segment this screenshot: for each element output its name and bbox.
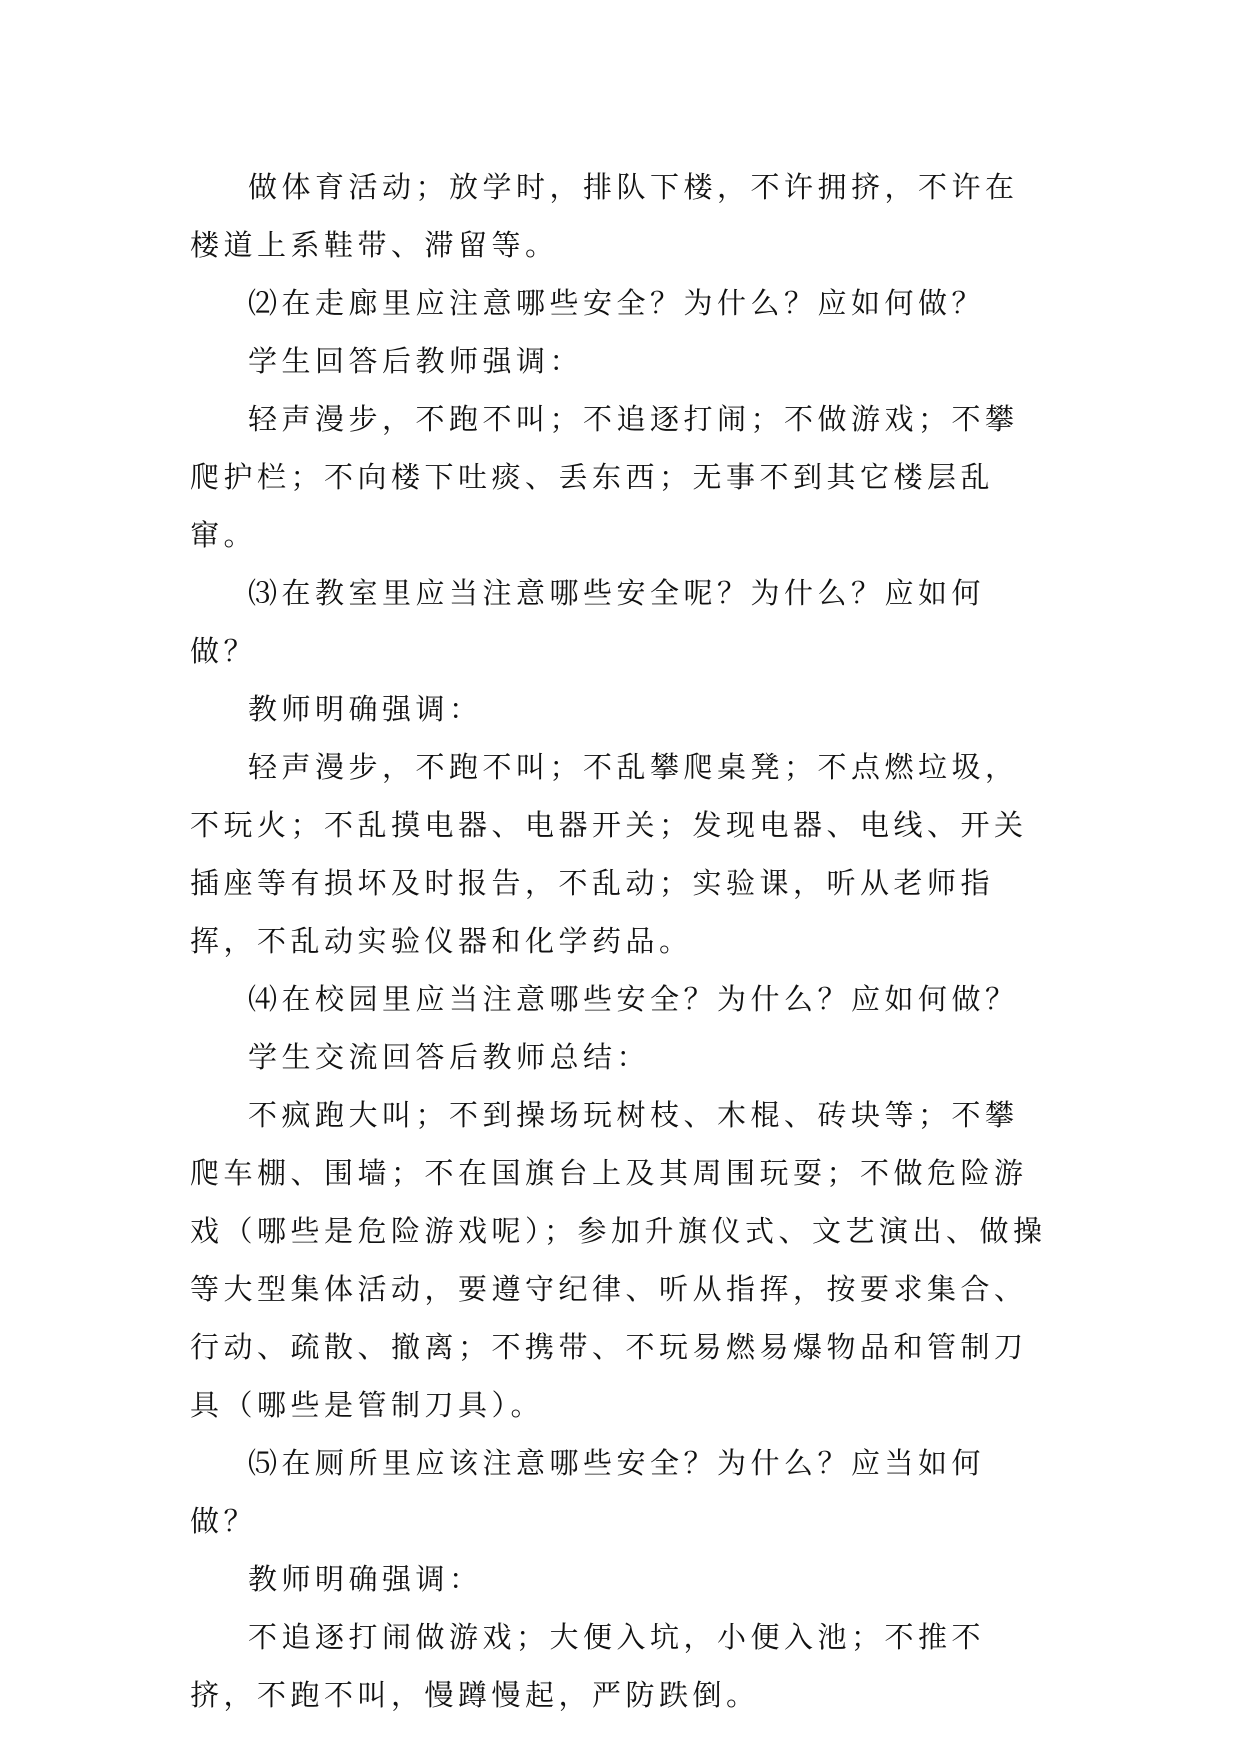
- document-body: [190, 158, 1050, 1724]
- teacher-emphasis-intro: 教师明确强调：: [248, 692, 483, 726]
- question-5-restroom: ⑸在厕所里应该注意哪些安全？为什么？应当如何做？: [190, 1446, 986, 1538]
- teacher-emphasis-intro: 学生回答后教师强调：: [248, 344, 584, 378]
- question-3-classroom: ⑶在教室里应当注意哪些安全呢？为什么？应如何做？: [190, 576, 986, 668]
- restroom-rules: 不追逐打闹做游戏；大便入坑，小便入池；不推不挤，不跑不叫，慢蹲慢起，严防跌倒。: [190, 1620, 986, 1712]
- question-4-campus: ⑷在校园里应当注意哪些安全？为什么？应如何做？: [248, 982, 1019, 1016]
- classroom-rules: 轻声漫步，不跑不叫；不乱攀爬桌凳；不点燃垃圾，不玩火；不乱摸电器、电器开关；发现电器、电线、开关插座等有损坏及时报告，不乱动；实验课，听从老师指挥，不乱动实验仪器和化学药品。: [190, 750, 1028, 958]
- paragraph-continued-text: 做体育活动；放学时，排队下楼，不许拥挤，不许在楼道上系鞋带、滞留等。: [190, 170, 1019, 262]
- corridor-rules: 轻声漫步，不跑不叫；不追逐打闹；不做游戏；不攀爬护栏；不向楼下吐痰、丢东西；无事不到其它楼层乱窜。: [190, 402, 1019, 552]
- teacher-emphasis-intro: 教师明确强调：: [248, 1562, 483, 1596]
- teacher-summary-intro: 学生交流回答后教师总结：: [248, 1040, 651, 1074]
- campus-rules: 不疯跑大叫；不到操场玩树枝、木棍、砖块等；不攀爬车棚、围墙；不在国旗台上及其周围玩耍；不做危险游戏（哪些是危险游戏呢）；参加升旗仪式、文艺演出、做操等大型集体活动，要遵守纪律、听从指挥，按要求集合、行动、疏散、撤离；不携带、不玩易燃易爆物品和管制刀具（哪些是管制刀具）。: [190, 1098, 1047, 1422]
- question-2-corridor: ⑵在走廊里应注意哪些安全？为什么？应如何做？: [248, 286, 986, 320]
